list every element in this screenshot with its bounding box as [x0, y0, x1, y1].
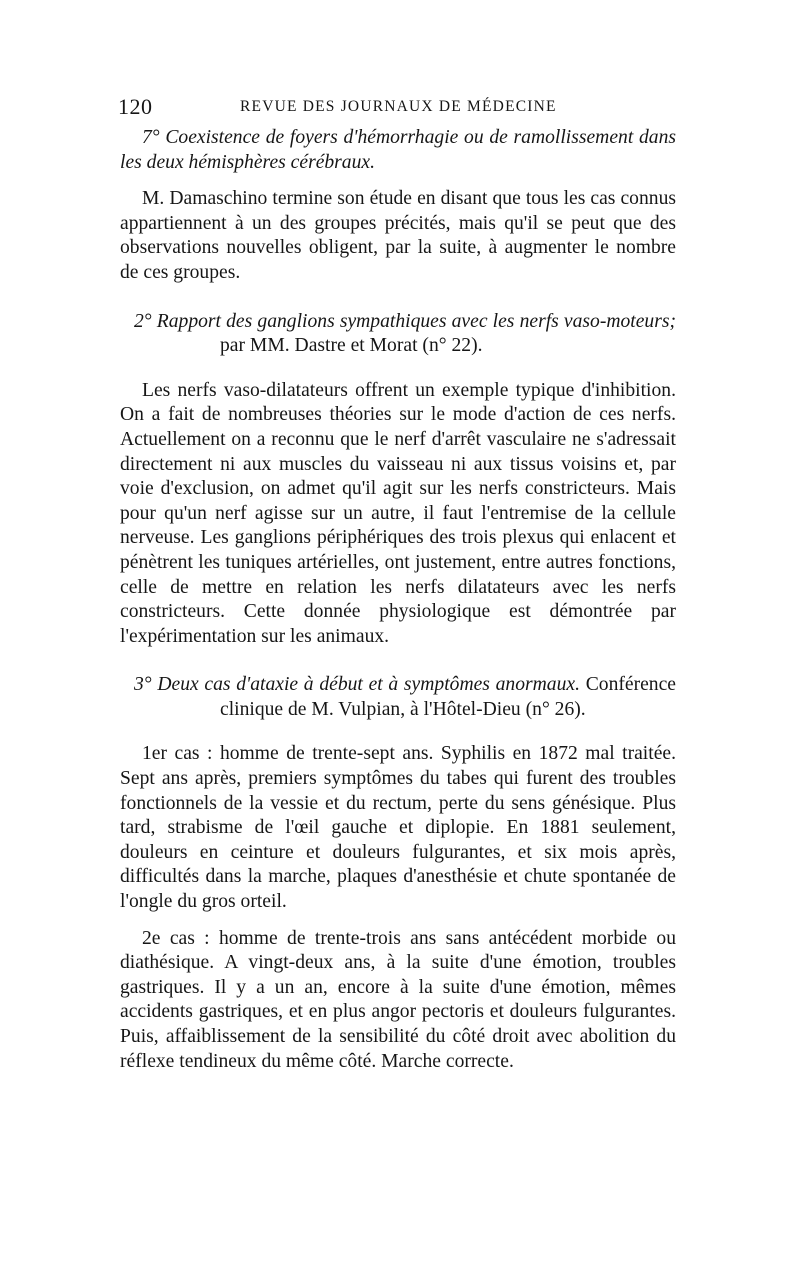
paragraph-case-1: 1er cas : homme de trente-sept ans. Syphilis en 1872 mal traitée. Sept ans après, premiers symptômes du tabes qui furent des troubles fonctionnels de la vessie et du rectum, perte du sens génésique. Plus tard, strabisme de l'œil gauche et diplopie. En 1881 seulement, douleurs en ceinture et douleurs fulgurantes, et six mois après, difficultés dans la marche, plaques d'anesthésie et chute spontanée de l'ongle du gros orteil. — [120, 743, 676, 913]
paragraph-vaso-dilatateurs: Les nerfs vaso-dilatateurs offrent un exemple typique d'inhibition. On a fait de nombreuses théories sur le mode d'action de ces nerfs. Actuellement on a reconnu que le nerf d'arrêt vasculaire ne s'adressait directement ni aux muscles du vaisseau ni aux tissus voisins et, par voie d'exclusion, on admet qu'il agit sur les nerfs constricteurs. Mais pour qu'un nerf agisse sur un autre, il faut l'entremise de la cellule nerveuse. Les ganglions périphériques des trois plexus qui enlacent et pénètrent les tuniques artérielles, ont justement, entre autres fonctions, celle de mettre en relation les nerfs dilatateurs avec les nerfs constricteurs. Cette donnée physiologique est démontrée par l'expérimentation sur les animaux. — [120, 379, 676, 647]
section-heading-3-title: 3° Deux cas d'ataxie à début et à symptômes anormaux. — [134, 674, 580, 696]
paragraph-case-2: 2e cas : homme de trente-trois ans sans antécédent morbide ou diathésique. A vingt-deux ans, à la suite d'une émotion, troubles gastriques. Il y a un an, encore à la suite d'une émotion, mêmes accidents gastriques, et en plus angor pectoris et douleurs fulgurantes. Puis, affaiblissement de la sensibilité du côté droit avec abolition du réflexe tendineux du même côté. Marche correcte. — [120, 927, 676, 1072]
section-heading-3-source: Conférence clinique de M. Vulpian, à l'Hôtel-Dieu (n° 26). — [220, 674, 676, 720]
page-number: 120 — [118, 94, 153, 119]
body-text — [120, 126, 676, 1074]
paragraph-damaschino: M. Damaschino termine son étude en disant que tous les cas connus appartiennent à un des groupes précités, mais qu'il se peut que des observations nouvelles obligent, par la suite, à augmenter le nombre de ces groupes. — [120, 188, 676, 283]
running-title: REVUE DES JOURNAUX DE MÉDECINE — [240, 98, 557, 115]
section-heading-2-authors: par MM. Dastre et Morat (n° 22). — [220, 335, 483, 357]
section-heading-2 — [120, 310, 676, 359]
section-heading-7: 7° Coexistence de foyers d'hémorrhagie ou de ramollissement dans les deux hémisphères cérébraux. — [120, 127, 676, 173]
section-heading-3 — [120, 673, 676, 722]
page-header — [118, 94, 678, 120]
section-heading-2-title: 2° Rapport des ganglions sympathiques avec les nerfs vaso-moteurs; — [134, 310, 676, 332]
